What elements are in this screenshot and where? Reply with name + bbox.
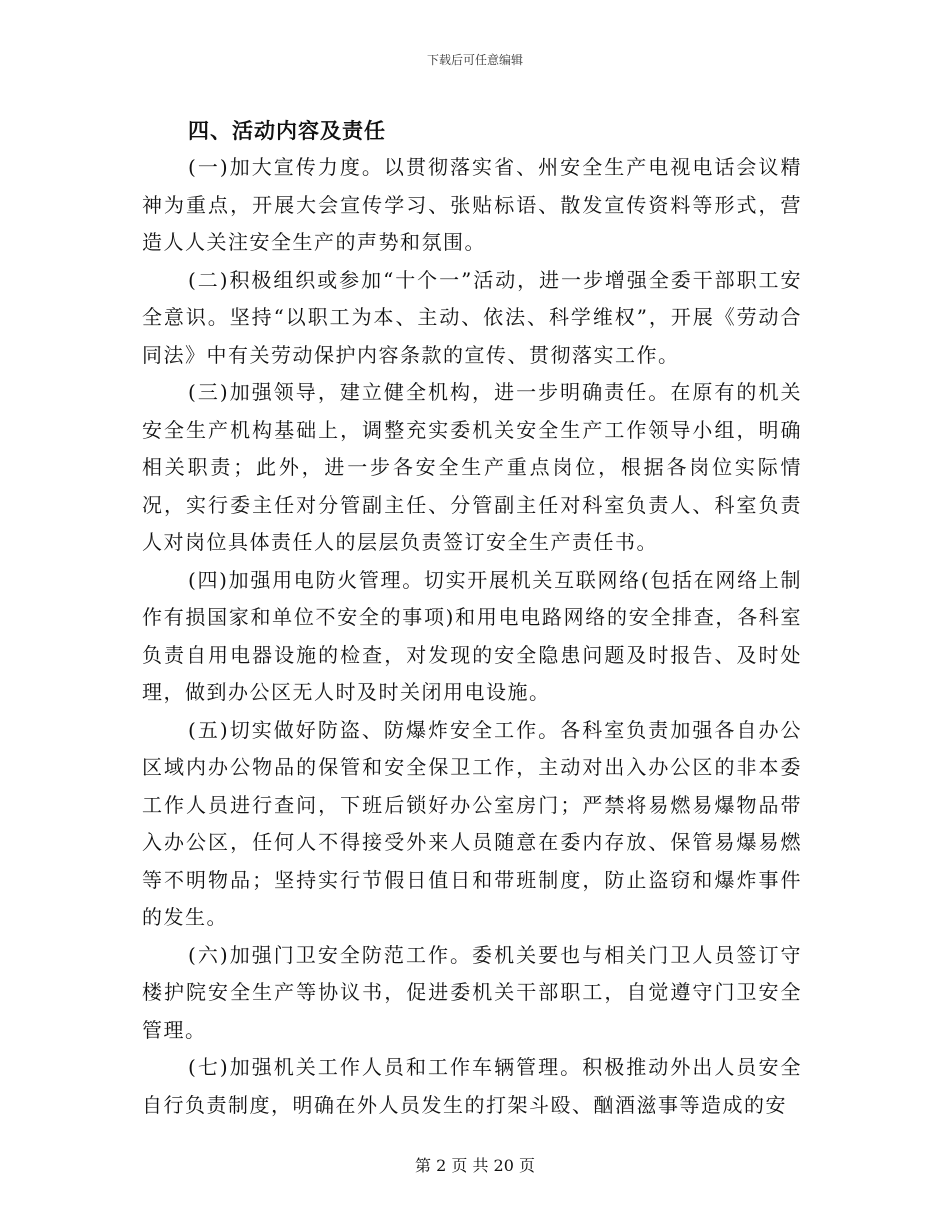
paragraph-6: (六)加强门卫安全防范工作。委机关要也与相关门卫人员签订守楼护院安全生产等协议书，促进委机关干部职工，自觉遵守门卫安全管理。 [142, 942, 802, 1042]
paragraph-2: (二)积极组织或参加“十个一”活动，进一步增强全委干部职工安全意识。坚持“以职工为本、主动、依法、科学维权”，开展《劳动合同法》中有关劳动保护内容条款的宣传、贯彻落实工作。 [142, 267, 802, 367]
paragraph-7: (七)加强机关工作人员和工作车辆管理。积极推动外出人员安全自行负责制度，明确在外人员发生的打架斗殴、酗酒滋事等造成的安 [142, 1055, 802, 1117]
section-heading: 四、活动内容及责任 [188, 118, 386, 143]
paragraph-1: (一)加大宣传力度。以贯彻落实省、州安全生产电视电话会议精神为重点，开展大会宣传学习、张贴标语、散发宣传资料等形式，营造人人关注安全生产的声势和氛围。 [142, 155, 802, 254]
page-header-note: 下载后可任意编辑 [426, 53, 523, 67]
document-body [142, 112, 802, 1124]
paragraph-3: (三)加强领导，建立健全机构，进一步明确责任。在原有的机关安全生产机构基础上，调整充实委机关安全生产工作领导小组，明确相关职责；此外，进一步各安全生产重点岗位，根据各岗位实际情况，实行委主任对分管副主任、分管副主任对科室负责人、科室负责人对岗位具体责任人的层层负责签订安全生产责任书。 [142, 380, 802, 554]
page-number: 第 2 页 共 20 页 [415, 1156, 535, 1175]
paragraph-4: (四)加强用电防火管理。切实开展机关互联网络(包括在网络上制作有损国家和单位不安全的事项)和用电电路网络的安全排查，各科室负责自用电器设施的检查，对发现的安全隐患问题及时报告、及时处理，做到办公区无人时及时关闭用电设施。 [142, 567, 802, 704]
paragraph-5: (五)切实做好防盗、防爆炸安全工作。各科室负责加强各自办公区域内办公物品的保管和安全保卫工作，主动对出入办公区的非本委工作人员进行查问，下班后锁好办公室房门；严禁将易燃易爆物品带入办公区，任何人不得接受外来人员随意在委内存放、保管易爆易燃等不明物品；坚持实行节假日值日和带班制度，防止盗窃和爆炸事件的发生。 [142, 717, 802, 929]
